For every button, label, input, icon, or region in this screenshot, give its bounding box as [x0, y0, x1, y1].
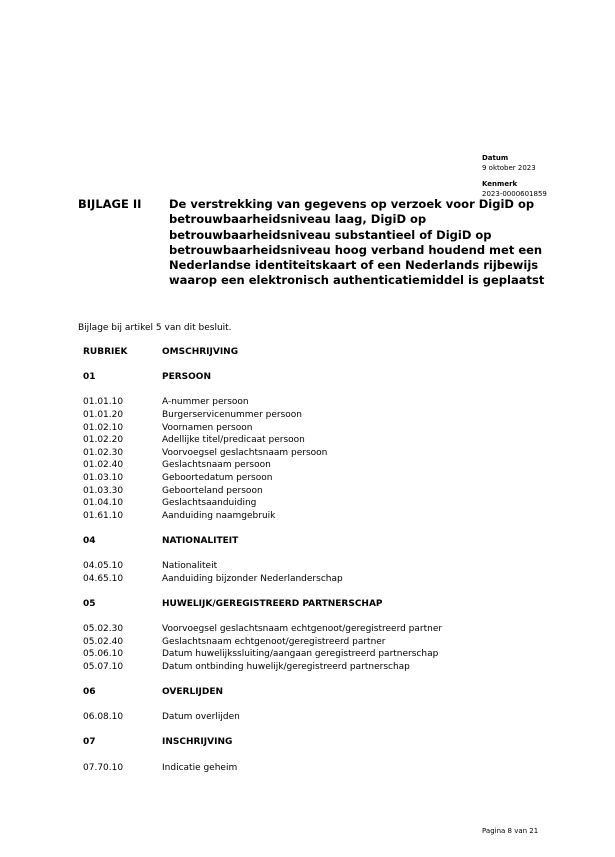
- table-row: [83, 510, 543, 523]
- omschrijving: Geslachtsnaam echtgenoot/geregistreerd partner: [162, 636, 386, 647]
- rubriek-code: 05.02.30: [83, 624, 124, 635]
- reference-value: 2023-0000601859: [482, 190, 547, 198]
- table-row: [83, 573, 543, 586]
- rubriek-code: 01.02.40: [83, 460, 124, 471]
- table-row: [83, 661, 543, 674]
- omschrijving: Geslachtsnaam persoon: [162, 460, 271, 471]
- group-header: [83, 535, 543, 548]
- rubriek-code: 06.08.10: [83, 712, 124, 723]
- annex-title: De verstrekking van gegevens op verzoek voor DigiD op betrouwbaarheidsniveau laag, DigiD op betrouwbaarheidsniveau substantieel of DigiD op betrouwbaarheidsniveau hoog verband houdend met een Nederlandse identiteitskaart of een Nederlands rijbewijs waarop een elektronisch authenticatiemiddel is geplaatst: [169, 197, 545, 288]
- annex-id: BIJLAGE II: [78, 197, 142, 211]
- group-name: INSCHRIJVING: [162, 737, 233, 748]
- omschrijving: Geboortedatum persoon: [162, 472, 273, 483]
- omschrijving: Geslachtsaanduiding: [162, 498, 257, 509]
- group-code: 06: [83, 687, 96, 698]
- table-row: [83, 762, 543, 775]
- group-code: 05: [83, 598, 96, 609]
- intro-text: Bijlage bij artikel 5 van dit besluit.: [78, 323, 232, 333]
- rubriek-code: 01.03.30: [83, 485, 124, 496]
- table-row: [83, 711, 543, 724]
- column-header-rubriek: RUBRIEK: [83, 347, 128, 357]
- table-row: [83, 409, 543, 422]
- table-row: [83, 485, 543, 498]
- date-label: Datum: [482, 154, 509, 162]
- rubriek-code: 01.02.20: [83, 435, 124, 446]
- omschrijving: Indicatie geheim: [162, 762, 238, 773]
- group-header: [83, 371, 543, 384]
- group-name: HUWELIJK/GEREGISTREERD PARTNERSCHAP: [162, 598, 383, 609]
- rubriek-code: 01.61.10: [83, 510, 124, 521]
- document-meta: [482, 153, 547, 199]
- table-row: [83, 648, 543, 661]
- rubriek-code: 05.06.10: [83, 649, 124, 660]
- table-row: [83, 472, 543, 485]
- omschrijving: Adellijke titel/predicaat persoon: [162, 435, 305, 446]
- page-number: Pagina 8 van 21: [482, 827, 539, 835]
- rubriek-code: 05.07.10: [83, 661, 124, 672]
- group-code: 04: [83, 535, 96, 546]
- table-row: [83, 560, 543, 573]
- rubriek-code: 01.02.10: [83, 422, 124, 433]
- group-code: 07: [83, 737, 96, 748]
- rubriek-code: 01.03.10: [83, 472, 124, 483]
- table-header: [83, 346, 543, 359]
- omschrijving: Voorvoegsel geslachtsnaam echtgenoot/geregistreerd partner: [162, 624, 443, 635]
- reference-label: Kenmerk: [482, 180, 518, 188]
- rubriek-code: 01.01.10: [83, 397, 124, 408]
- omschrijving: Aanduiding bijzonder Nederlanderschap: [162, 573, 343, 584]
- table-row: [83, 434, 543, 447]
- omschrijving: Datum ontbinding huwelijk/geregistreerd partnerschap: [162, 661, 410, 672]
- rubriek-code: 04.65.10: [83, 573, 124, 584]
- date-value: 9 oktober 2023: [482, 164, 536, 172]
- table-row: [83, 422, 543, 435]
- omschrijving: A-nummer persoon: [162, 397, 249, 408]
- group-name: NATIONALITEIT: [162, 535, 239, 546]
- rubriek-code: 01.02.30: [83, 447, 124, 458]
- table-row: [83, 459, 543, 472]
- group-header: [83, 686, 543, 699]
- omschrijving: Datum overlijden: [162, 712, 240, 723]
- data-table: [83, 346, 543, 774]
- omschrijving: Burgerservicenummer persoon: [162, 409, 303, 420]
- omschrijving: Geboorteland persoon: [162, 485, 263, 496]
- column-header-omschrijving: OMSCHRIJVING: [162, 347, 239, 357]
- table-row: [83, 497, 543, 510]
- rubriek-code: 05.02.40: [83, 636, 124, 647]
- rubriek-code: 01.01.20: [83, 409, 124, 420]
- group-name: OVERLIJDEN: [162, 687, 224, 698]
- rubriek-code: 04.05.10: [83, 561, 124, 572]
- group-name: PERSOON: [162, 372, 211, 383]
- group-header: [83, 736, 543, 749]
- rubriek-code: 07.70.10: [83, 762, 124, 773]
- table-row: [83, 396, 543, 409]
- table-row: [83, 636, 543, 649]
- rubriek-code: 01.04.10: [83, 498, 124, 509]
- table-row: [83, 623, 543, 636]
- omschrijving: Aanduiding naamgebruik: [162, 510, 276, 521]
- group-code: 01: [83, 372, 96, 383]
- omschrijving: Voorvoegsel geslachtsnaam persoon: [162, 447, 328, 458]
- omschrijving: Nationaliteit: [162, 561, 218, 572]
- table-row: [83, 447, 543, 460]
- group-header: [83, 598, 543, 611]
- omschrijving: Voornamen persoon: [162, 422, 253, 433]
- omschrijving: Datum huwelijkssluiting/aangaan geregistreerd partnerschap: [162, 649, 439, 660]
